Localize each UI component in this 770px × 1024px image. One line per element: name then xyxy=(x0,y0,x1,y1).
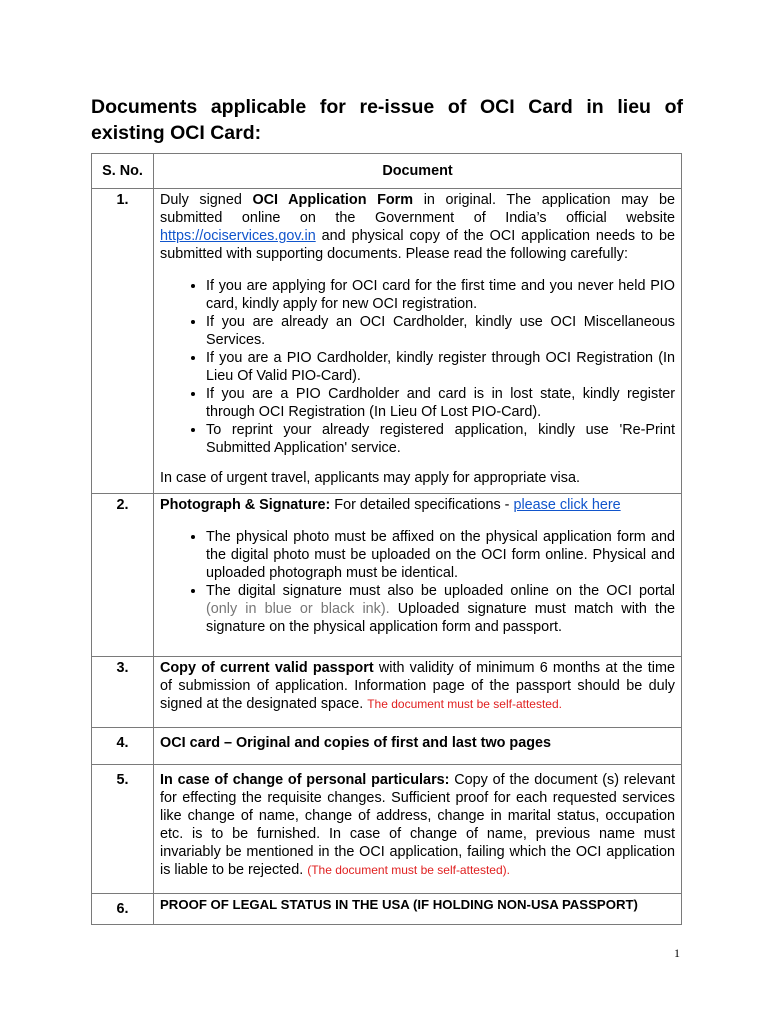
specifications-link[interactable]: please click here xyxy=(513,497,621,513)
bold-text: OCI card – Original and copies of first and last two pages xyxy=(160,735,552,751)
list-item: • To reprint your already registered application, kindly use 'Re-Print Submitted Application' service. xyxy=(206,421,675,457)
bold-text: In case of change of personal particulars: xyxy=(160,772,450,788)
text: in original. The application may be submitted online on the Government of India’s official website xyxy=(160,192,675,226)
text: For detailed specifications - xyxy=(330,497,514,513)
page-title: Documents applicable for re-issue of OCI Card in lieu of existing OCI Card: xyxy=(91,96,683,144)
row-paragraph xyxy=(160,496,675,514)
bold-text: Copy of current valid passport xyxy=(160,660,374,676)
page-number: 1 xyxy=(674,946,680,960)
oci-services-link[interactable]: https://ociservices.gov.in xyxy=(160,228,316,244)
row-document xyxy=(154,189,682,494)
table-row xyxy=(92,728,682,765)
row-number: 4. xyxy=(92,728,154,765)
text: Copy of the document (s) relevant for effecting the requisite changes. Sufficient proof for each requested services like change of name, change of address, change in marital status, occupation etc. is to be furnished. In case of change of name, previous name must invariably be mentioned in the OCI application, failing which the OCI application is liable to be rejected. xyxy=(160,772,675,878)
row-number: 2. xyxy=(92,494,154,657)
list-item: • If you are applying for OCI card for the first time and you never held PIO card, kindly apply for new OCI registration. xyxy=(206,277,675,313)
row-number: 5. xyxy=(92,765,154,894)
row-note: In case of urgent travel, applicants may apply for appropriate visa. xyxy=(160,470,580,486)
table-row xyxy=(92,189,682,494)
list-item: • If you are a PIO Cardholder, kindly register through OCI Registration (In Lieu Of Valid PIO-Card). xyxy=(206,349,675,385)
row-number: 6. xyxy=(92,894,154,925)
list-item xyxy=(206,582,675,636)
table-header-row xyxy=(92,154,682,189)
table-row xyxy=(92,657,682,728)
table-row xyxy=(92,494,682,657)
bold-text: OCI Application Form xyxy=(252,192,414,208)
row-document xyxy=(154,494,682,657)
self-attested-note: The document must be self-attested. xyxy=(367,697,562,711)
grey-text: (only in blue or black ink). xyxy=(206,601,390,617)
row-number: 1. xyxy=(92,189,154,494)
text: Uploaded signature must match with the signature on the physical application form and passport. xyxy=(206,601,675,635)
row-document xyxy=(154,728,682,765)
column-header-document: Document xyxy=(154,154,682,189)
row-document xyxy=(154,894,682,925)
row-document xyxy=(154,765,682,894)
documents-table xyxy=(91,153,682,925)
list-item: • The physical photo must be affixed on the physical application form and the digital photo must be uploaded on the OCI form online. Physical and uploaded photograph must be identical. xyxy=(206,528,675,582)
list-item: • If you are a PIO Cardholder and card is in lost state, kindly register through OCI Registration (In Lieu Of Lost PIO-Card). xyxy=(206,385,675,421)
self-attested-note: (The document must be self-attested). xyxy=(307,863,510,877)
row-number: 3. xyxy=(92,657,154,728)
row-document xyxy=(154,657,682,728)
row-paragraph xyxy=(160,771,675,879)
bullet-list xyxy=(160,528,675,636)
column-header-sno: S. No. xyxy=(92,154,154,189)
bold-text: PROOF OF LEGAL STATUS IN THE USA (IF HOLDING NON-USA PASSPORT) xyxy=(160,897,638,912)
bold-text: Photograph & Signature: xyxy=(160,497,331,513)
row-paragraph xyxy=(160,659,675,713)
text: The digital signature must also be uploaded online on the OCI portal xyxy=(206,583,675,599)
text: with validity of minimum 6 months at the time of submission of application. Information page of the passport should be duly signed at the designated space. xyxy=(160,660,675,712)
text: Duly signed xyxy=(160,192,253,208)
table-row xyxy=(92,894,682,925)
bullet-list xyxy=(160,277,675,457)
row-paragraph xyxy=(160,191,675,263)
text: and physical copy of the OCI application needs to be submitted with supporting documents. Please read the following carefully: xyxy=(160,228,675,262)
table-row xyxy=(92,765,682,894)
list-item: • If you are already an OCI Cardholder, kindly use OCI Miscellaneous Services. xyxy=(206,313,675,349)
